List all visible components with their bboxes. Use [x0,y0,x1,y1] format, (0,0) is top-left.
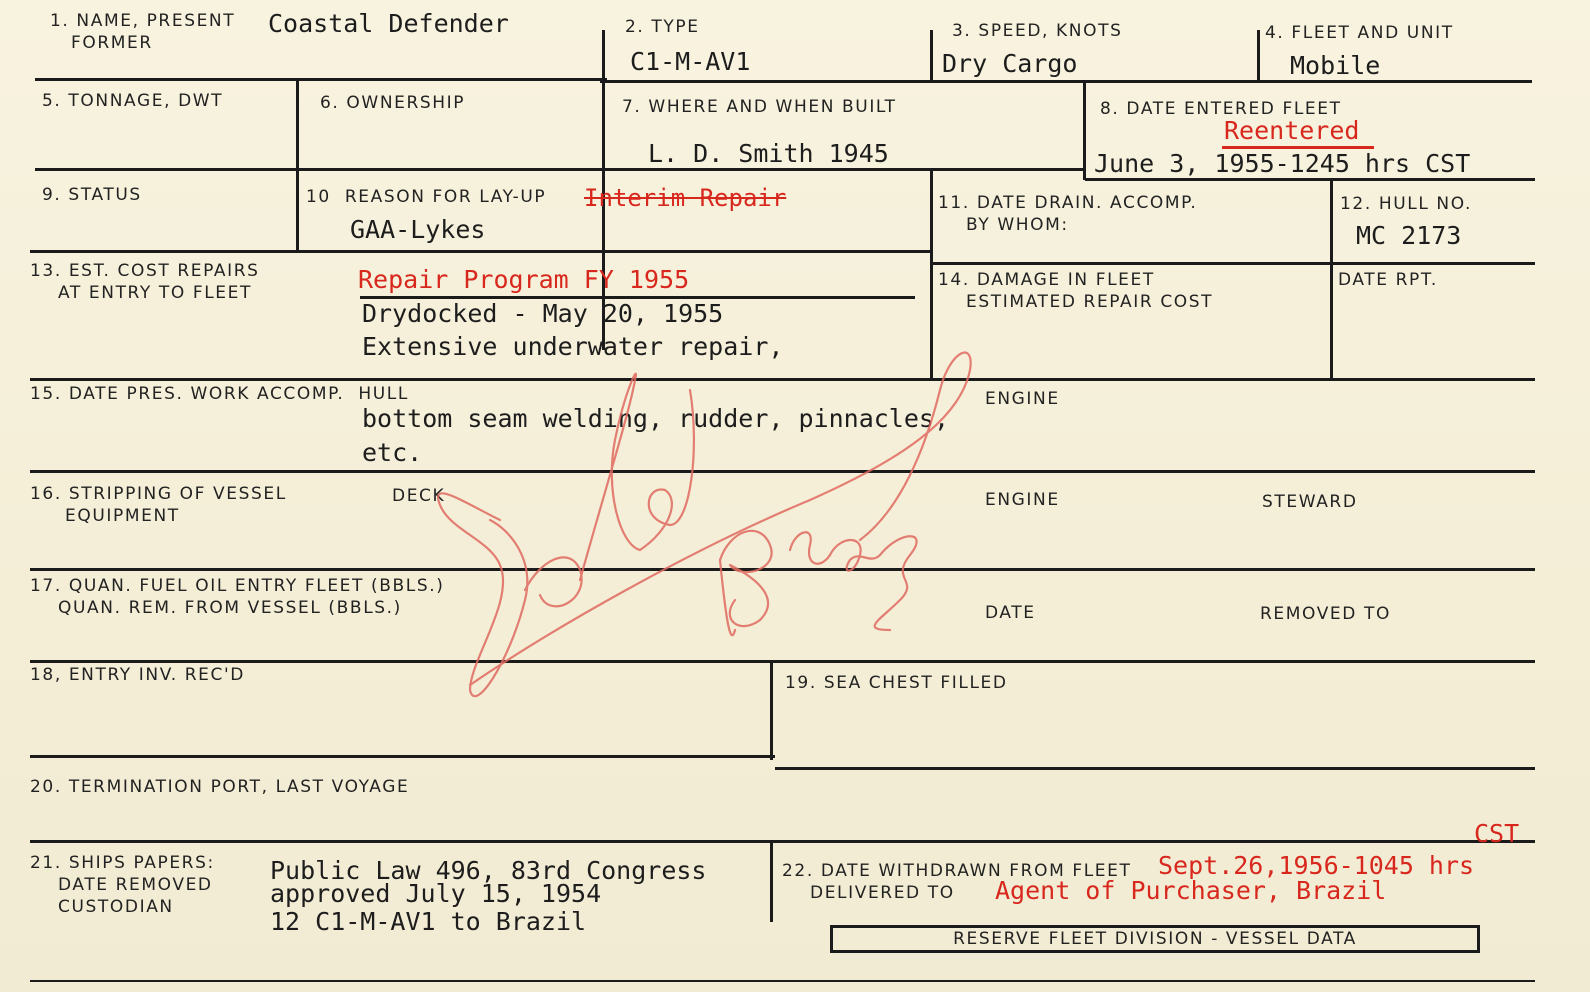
field-14-label: 14. DAMAGE IN FLEET ESTIMATED REPAIR COST [938,270,1214,312]
rule [600,80,1532,83]
field-17-removed-to-label: REMOVED TO [1260,604,1391,624]
date-rpt-label: DATE RPT. [1338,270,1438,290]
field-21-line-2: approved July 15, 1954 [270,879,602,908]
field-22-label-delivered: DELIVERED TO [782,883,955,903]
field-10-struck-text: Interim Repair [584,184,787,212]
field-2-label: 2. TYPE [625,17,700,37]
rule [30,840,1535,843]
field-22-date-withdrawn: Sept.26,1956-1045 hrs [1158,851,1475,880]
rule [1330,178,1333,380]
field-16-steward-label: STEWARD [1262,492,1358,512]
rule [770,660,773,760]
field-21-label: 21. SHIPS PAPERS: DATE REMOVED CUSTODIAN [30,853,215,917]
field-6-label: 6. OWNERSHIP [320,93,466,113]
field-9-label: 9. STATUS [42,185,142,205]
field-19-label: 19. SEA CHEST FILLED [785,673,1008,693]
rule [930,262,1535,265]
field-7-built: L. D. Smith 1945 [648,139,889,168]
rule [30,980,1535,982]
rule [30,568,1535,571]
rule [296,80,299,252]
field-12-hull-no: MC 2173 [1356,221,1462,250]
field-4-label: 4. FLEET AND UNIT [1265,23,1454,43]
field-8-date-entered: June 3, 1955-1245 hrs CST [1094,149,1471,178]
field-1-name: Coastal Defender [268,9,509,38]
rule [30,250,930,253]
field-13-line-1: Drydocked - May 20, 1955 [362,299,724,328]
sold-brazil-signature [430,330,1030,730]
field-15-engine-label: ENGINE [985,389,1060,409]
field-13-line-2: Extensive underwater repair, [362,332,784,361]
field-22-label-date: 22. DATE WITHDRAWN FROM FLEET [782,861,1132,881]
rule [1085,178,1535,181]
field-20-cst: CST [1474,819,1520,848]
field-15-line-1: bottom seam welding, rudder, pinnacles, [362,404,949,433]
field-2-type: C1-M-AV1 [630,47,751,76]
field-5-label: 5. TONNAGE, DWT [42,91,224,111]
field-22-delivered-to: Agent of Purchaser, Brazil [995,876,1387,905]
rule [30,660,1535,663]
field-17-label: 17. QUAN. FUEL OIL ENTRY FLEET (BBLS.) QUAN. REM. FROM VESSEL (BBLS.) [30,576,445,618]
rule [775,767,1535,770]
field-21-line-3: 12 C1-M-AV1 to Brazil [270,907,587,936]
card-title-stamp: RESERVE FLEET DIVISION - VESSEL DATA [830,925,1480,953]
field-18-label: 18, ENTRY INV. REC'D [30,665,245,685]
field-8-label: 8. DATE ENTERED FLEET [1100,99,1342,119]
rule [30,470,1535,473]
rule [1083,80,1086,180]
field-16-deck-label: DECK [392,486,446,506]
field-3-speed: Dry Cargo [942,49,1078,78]
field-12-label: 12. HULL NO. [1340,194,1473,214]
field-16-label: 16. STRIPPING OF VESSEL EQUIPMENT [30,484,287,526]
field-16-engine-label: ENGINE [985,490,1060,510]
field-15-label: 15. DATE PRES. WORK ACCOMP. HULL [30,384,409,404]
rule [35,78,607,81]
field-1-label: 1. NAME, PRESENT FORMER [50,11,236,53]
field-21-line-1: Public Law 496, 83rd Congress [270,856,707,885]
field-17-date-label: DATE [985,603,1036,623]
field-4-fleet: Mobile [1290,51,1381,80]
field-13-repair-program: Repair Program FY 1955 [358,265,690,294]
field-15-line-2: etc. [362,438,423,467]
field-20-label: 20. TERMINATION PORT, LAST VOYAGE [30,777,410,797]
rule [930,30,933,82]
rule [30,378,1535,381]
field-7-label: 7. WHERE AND WHEN BUILT [622,97,897,117]
field-3-label: 3. SPEED, KNOTS [952,21,1123,41]
rule [30,755,775,758]
rule [770,842,773,922]
field-10-reason: GAA-Lykes [350,215,486,244]
field-11-label: 11. DATE DRAIN. ACCOMP. BY WHOM: [938,193,1198,235]
field-13-label: 13. EST. COST REPAIRS AT ENTRY TO FLEET [30,261,260,303]
field-10-label: 10 REASON FOR LAY-UP [306,187,547,207]
field-8-reentered-note: Reentered [1224,116,1360,145]
rule [1257,30,1260,82]
rule [930,168,933,380]
rule [35,168,1085,171]
